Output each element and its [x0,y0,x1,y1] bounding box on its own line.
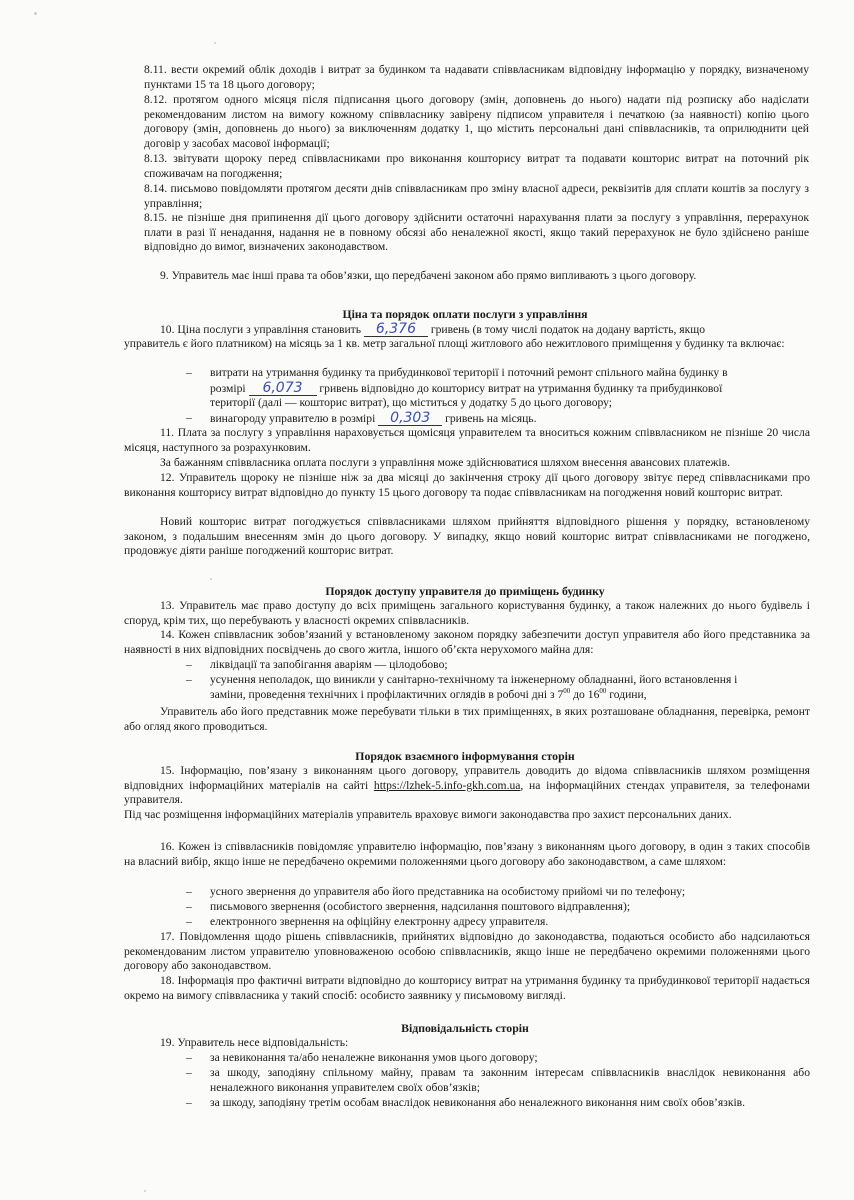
bullet-dash: – [186,915,192,928]
price-bullet-1-text-d: території (далі — кошторис витрат), що міститься у додатку 5 до цього договору; [210,396,613,409]
clause-8-12 [144,93,809,151]
clause-13 [124,599,810,628]
clause-11-b-text: За бажанням співвласника оплата послуги з управління може здійснюватися шляхом внесення авансових платежів. [160,456,730,469]
bullet-dash: – [186,673,192,686]
bullet-dash: – [186,658,192,671]
maintenance-cost-handwritten: 6,073 [262,380,303,396]
heading-access: Порядок доступу управителя до приміщень будинку [325,584,605,598]
liability-bullet-2-text: за шкоду, заподіяну спільному майну, правам та законним інтересам співвласників внаслідок невиконання або неналежного виконання управителем своїх обов’язків; [210,1066,810,1094]
access-bullet-2-text-end: години, [609,688,647,701]
access-bullet-1-text: ліквідації та запобігання аваріям — цілодобово; [210,658,448,671]
info-bullet-3-text: електронного звернення на офіційну електронну адресу управителя. [210,915,549,928]
bullet-dash: – [186,1066,192,1079]
clause-14 [124,628,810,657]
price-handwritten: 6,376 [375,321,416,337]
clause-11-text: 11. Плата за послугу з управління нараховується щомісяця управителем та вноситься кожним співвласником не пізніше 20 числа місяця, наступного за розрахунковим. [124,426,810,454]
bullet-dash: – [186,885,192,898]
clause-19-text: 19. Управитель несе відповідальність: [160,1036,349,1049]
scan-speck [210,578,212,580]
liability-bullet-3 [210,1096,810,1111]
clause-8-15-text: 8.15. не пізніше дня припинення дії цього договору здійснити остаточні нарахування плати за послугу з управління, перерахунок плати в разі її ненадання, надання не в повному обсязі або неналежної якості, якщо такий перерахунок не було здійснено раніше відповідно до вимог, визначених законодавством. [144,211,809,253]
access-bullet-1 [210,658,810,673]
bullet-dash: – [186,411,192,424]
work-hours-separator: до [573,688,585,701]
heading-price: Ціна та порядок оплати послуги з управління [342,307,588,321]
clause-12 [124,471,810,500]
clause-17-text: 17. Повідомлення щодо рішень співвласників, прийнятих відповідно до законодавства, подаються особисто або надсилаються рекомендованим листом управителю уповноваженою особою співвласників, якщо інше не передбачено окремими положеннями цього договору або законодавством. [124,930,810,972]
clause-15-text-a: 15. Інформацію, пов’язану з виконанням цього договору, управитель доводить до відома співвласників шляхом розміщення відповідних інформаційних матеріалів на сайті [124,764,810,792]
info-bullet-2-text: письмового звернення (особистого звернення, надсилання поштового відправлення); [210,900,631,913]
price-bullet-1 [210,366,810,381]
price-bullet-1-text-b: розмірі [210,382,246,395]
info-bullet-3 [210,915,810,930]
clause-8-14 [144,182,809,211]
clause-10-text-c: управитель є його платником) на місяць за 1 кв. метр загальної площі житлового або нежитлового приміщення у будинку та включає: [124,337,785,350]
work-hours-end: 16 [587,688,600,701]
clause-18-text: 18. Інформація про фактичні витрати відповідно до кошторису витрат на утримання будинку та прибудинкової території надається окремо на вимогу співвласника у такий спосіб: особисто заявнику у письмовому вигляді. [124,974,810,1002]
work-hours-end-minutes: 00 [599,687,607,696]
clause-12-text: 12. Управитель щороку не пізніше ніж за два місяці до закінчення строку дії цього договору звітує перед співвласниками про виконання кошторису витрат відповідно до пункту 15 цього договору та подає співвласникам на погодження новий кошторис витрат. [124,471,810,499]
clause-19 [160,1036,810,1051]
price-bullet-1-text-c: гривень відповідно до кошторису витрат на утримання будинку та прибудинкової [319,382,723,395]
clause-10-text-a: 10. Ціна послуги з управління становить [160,323,362,336]
scan-speck [214,42,216,44]
clause-16 [124,840,810,869]
liability-bullet-3-text: за шкоду, заподіяну третім особам внаслідок невиконання або неналежного виконання ним своїх обов’язків. [210,1096,746,1109]
price-blank [364,322,428,337]
access-bullet-2-text-a: усунення неполадок, що виникли у санітарно-технічному та інженерному обладнанні, його встановлення і [210,673,738,686]
clause-10-text-b: гривень (в тому числі податок на додану вартість, якщо [430,323,705,336]
clause-8-11-text: 8.11. вести окремий облік доходів і витрат за будинком та надавати співвласникам відповідну інформацію у порядку, визначеному пунктами 15 та 18 цього договору; [144,63,809,91]
liability-bullet-1-text: за невиконання та/або неналежне виконання умов цього договору; [210,1051,538,1064]
access-bullet-2-text-b: заміни, проведення технічних і профілактичних оглядів в робочі дні з [210,688,555,701]
clause-12-b [124,515,810,559]
maintenance-cost-blank [249,381,317,396]
bullet-dash: – [186,1051,192,1064]
price-bullet-1-line2 [210,381,810,397]
liability-bullet-2 [210,1066,810,1095]
work-hours-start-minutes: 00 [563,687,571,696]
liability-bullet-1 [210,1051,810,1066]
clause-8-14-text: 8.14. письмово повідомляти протягом десяти днів співвласникам про зміну власної адреси, реквізитів для сплати коштів за послугу з управління; [144,182,809,210]
info-bullet-2 [210,900,810,915]
clause-11 [124,426,810,455]
clause-8-13 [144,152,809,181]
price-bullet-2-text-a: винагороду управителю в розмірі [210,412,376,425]
scan-speck [144,1190,146,1192]
heading-info: Порядок взаємного інформування сторін [355,749,575,763]
clause-18 [124,974,810,1003]
clause-9-text: 9. Управитель має інші права та обов’язки, що передбачені законом або прямо випливають з цього договору. [160,269,697,282]
bullet-dash: – [186,1096,192,1109]
heading-liability: Відповідальність сторін [401,1021,529,1035]
clause-9 [160,269,810,284]
clause-15-c [124,808,810,823]
bullet-dash: – [186,366,192,379]
price-bullet-2-text-b: гривень на місяць. [445,412,537,425]
clause-15-c-text: Під час розміщення інформаційних матеріалів управитель враховує вимоги законодавства про захист персональних даних. [124,808,732,821]
bullet-dash: – [186,900,192,913]
clause-17 [124,930,810,974]
clause-10-line1 [160,322,810,338]
scan-speck [34,12,37,15]
price-bullet-2 [210,411,810,427]
website-link[interactable]: https://lzhek-5.info-gkh.com.ua [373,778,521,792]
price-bullet-1-line3 [210,396,810,411]
clause-8-11 [144,63,809,92]
fee-blank [378,411,442,426]
access-bullet-2 [210,673,810,688]
info-bullet-1 [210,885,810,900]
clause-14-b-text: Управитель або його представник може перебувати тільки в тих приміщеннях, в яких розташоване обладнання, перевірка, ремонт або огляд якого проводиться. [124,705,810,733]
clause-13-text: 13. Управитель має право доступу до всіх приміщень загального користування будинку, а також належних до нього будівель і споруд, крім тих, що перебувають у власності окремих співвласників. [124,599,810,627]
clause-8-13-text: 8.13. звітувати щороку перед співвласниками про виконання кошторису витрат та подавати кошторис витрат на поточний рік споживачам на погодження; [144,152,809,180]
clause-14-text: 14. Кожен співвласник зобов’язаний у встановленому законом порядку забезпечити доступ управителя або його представника за наявності в них відповідних посвідчень до свого житла, іншого об’єкта нерухомого майна для: [124,628,810,656]
clause-16-text: 16. Кожен із співвласників повідомляє управителю інформацію, пов’язану з виконанням цього договору, в один з таких способів на власний вибір, якщо інше не передбачено окремими положеннями цього договору або законодавством, а саме шляхом: [124,840,810,868]
clause-11-b [160,456,810,471]
clause-14-b [124,705,810,734]
clause-10-line2 [124,337,810,352]
fee-handwritten: 0,303 [390,410,431,426]
access-bullet-2-line2 [210,688,810,703]
clause-8-15 [144,211,809,255]
clause-8-12-text: 8.12. протягом одного місяця після підписання цього договору (змін, доповнень до нього) надати під розписку або надіслати рекомендованим листом на вимогу кожному співвласнику завірену підписом управителя і печаткою (за наявності) копію цього договору (змін, доповнень до нього) за виключенням додатку 1, що містить персональні дані співвласників, та оприлюднити цей договір у засобах масової інформації; [144,93,809,150]
clause-15-text-b: , на інформаційних стендах управителя, за телефонами управителя. [124,778,810,806]
clause-12-b-text: Новий кошторис витрат погоджується співвласниками шляхом прийняття відповідного рішення у порядку, встановленому законом, з подальшим внесенням змін до цього договору. У випадку, якщо новий кошторис витрат співвласниками не погоджено, продовжує діяти раніше погоджений кошторис витрат. [124,515,810,557]
info-bullet-1-text: усного звернення до управителя або його представника на особистому прийомі чи по телефону; [210,885,686,898]
price-bullet-1-text-a: витрати на утримання будинку та прибудинкової території і поточний ремонт спільного майна будинку в [210,366,728,379]
clause-15 [124,764,810,808]
work-hours-start: 7 [557,688,564,701]
